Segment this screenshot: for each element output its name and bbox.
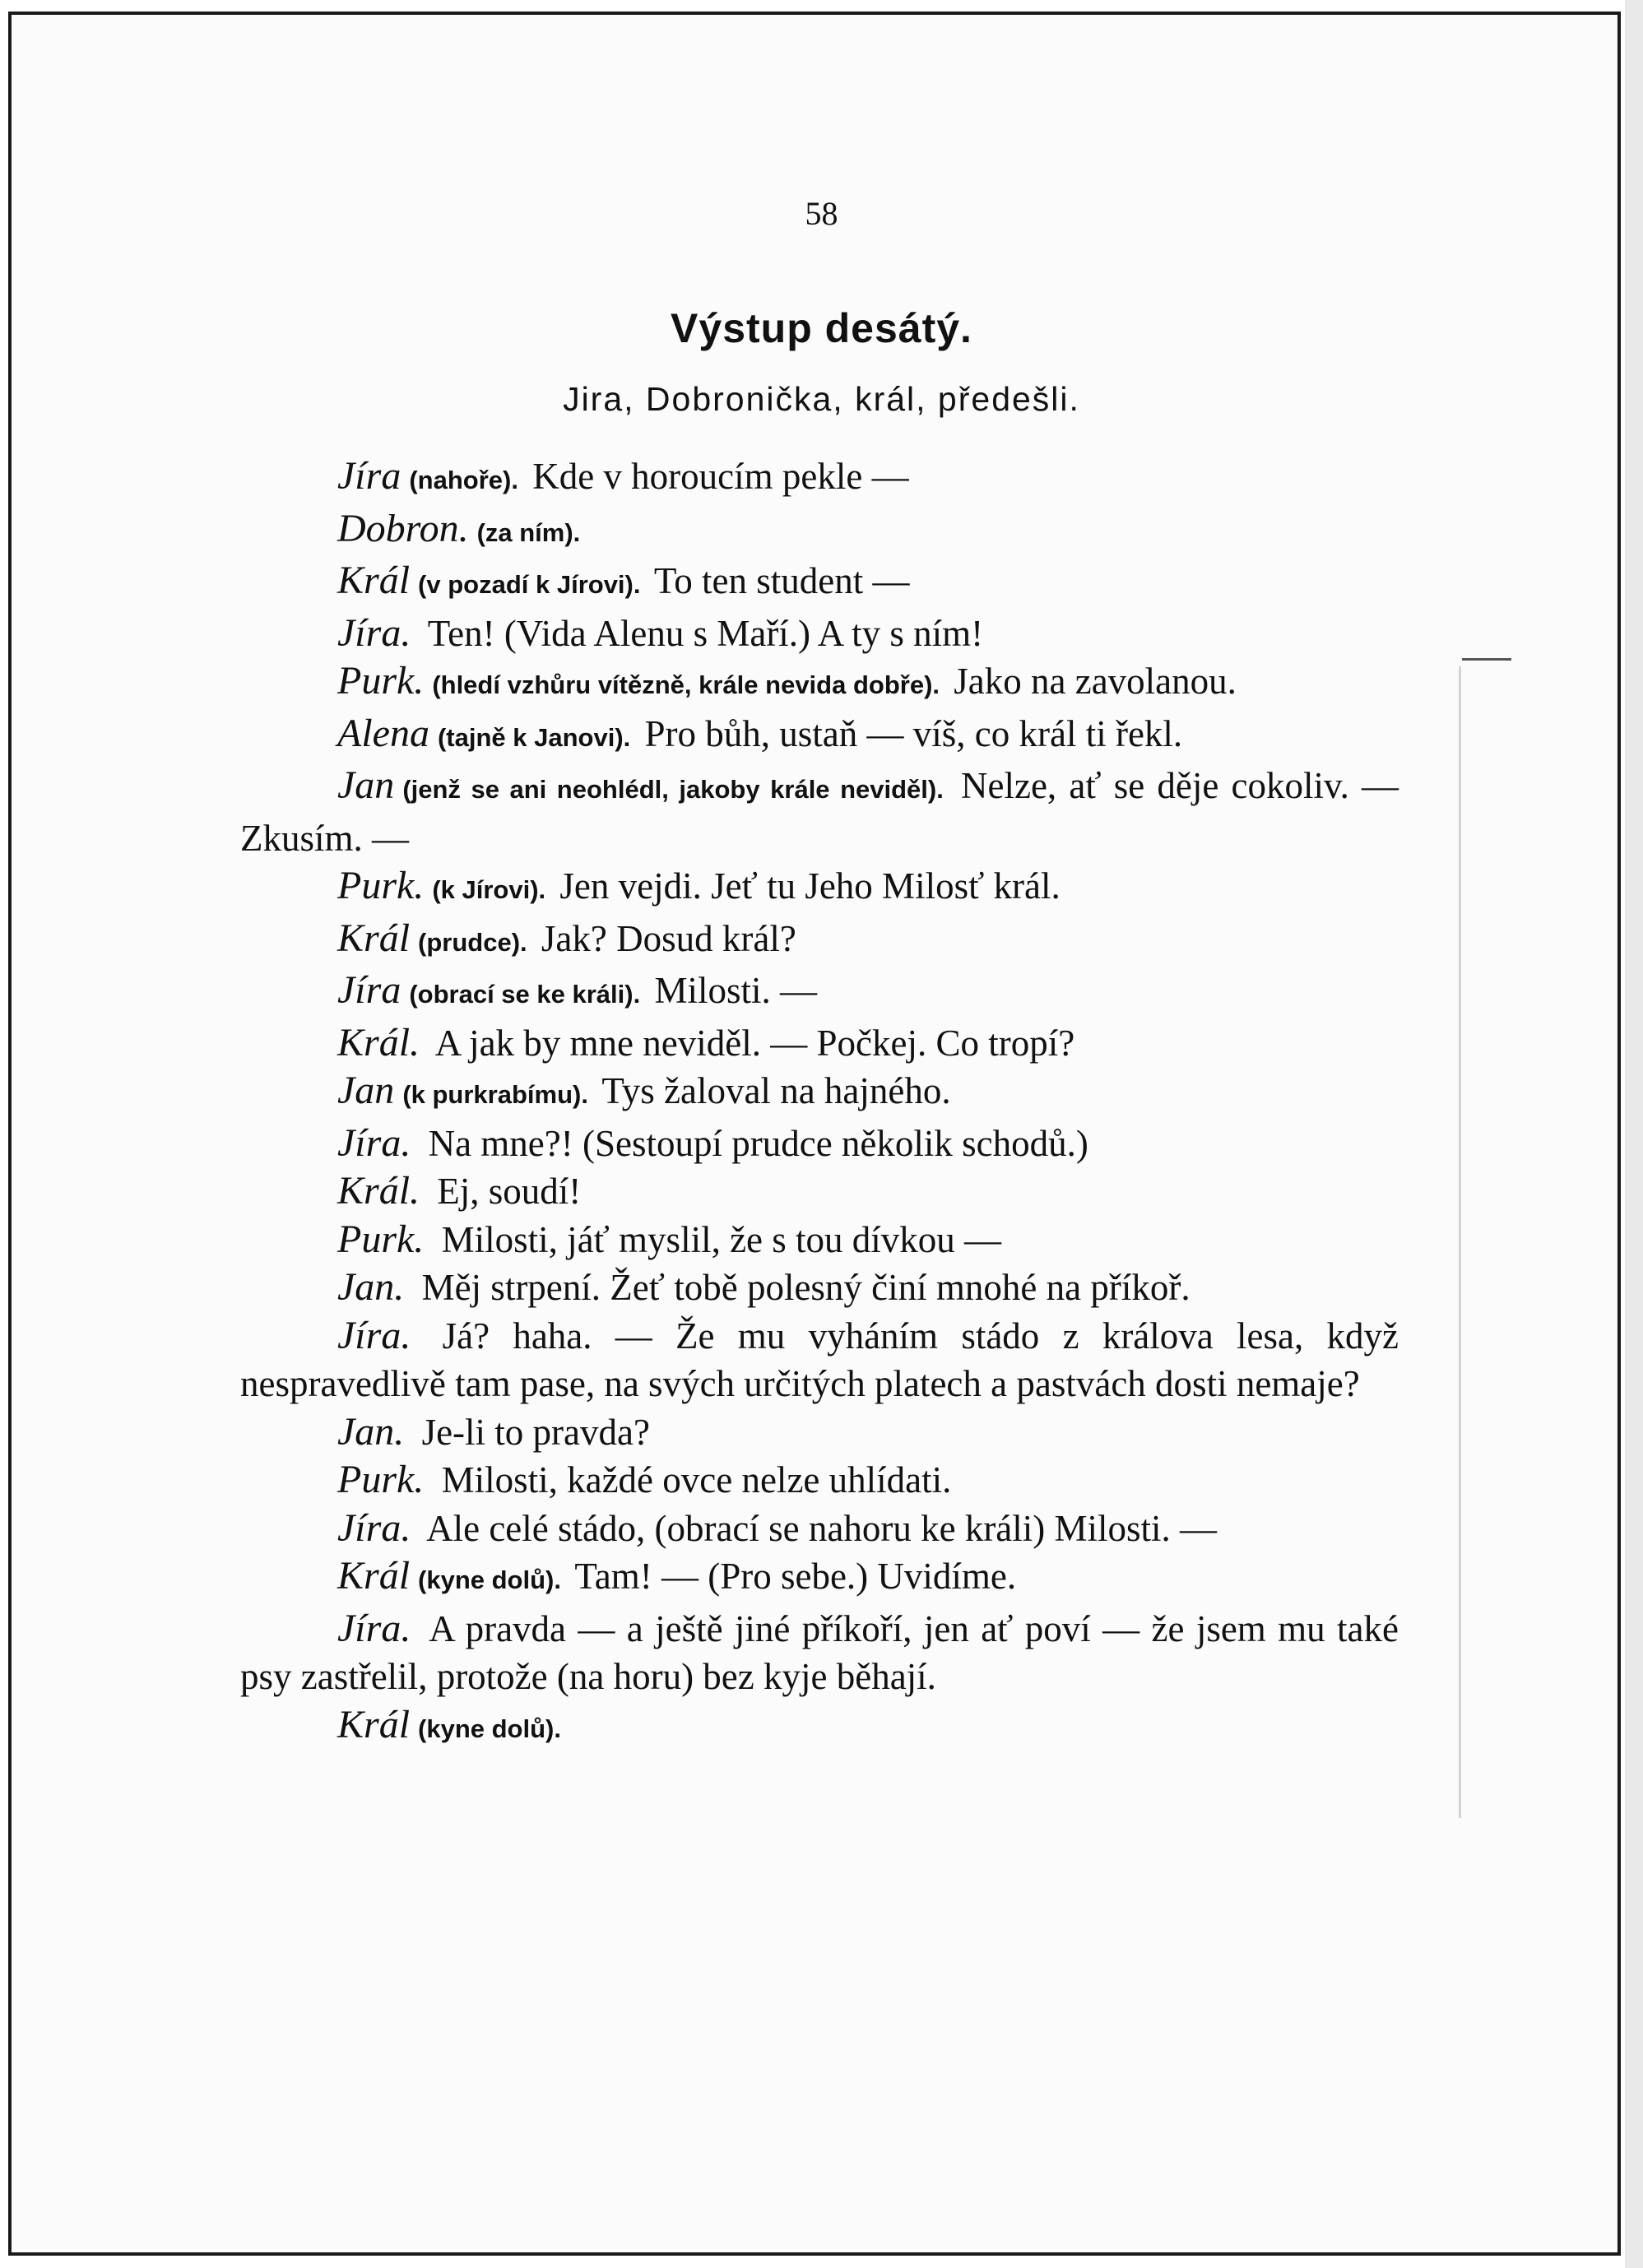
speaker-name: Jíra. bbox=[337, 1606, 411, 1650]
spoken-text: Na mne?! (Sestoupí prudce několik schodů.) bbox=[419, 1122, 1088, 1164]
dialogue-line bbox=[240, 1264, 1399, 1312]
stage-direction: (k purkrabímu). bbox=[402, 1080, 588, 1109]
stage-direction: (k Jírovi). bbox=[432, 875, 546, 904]
stage-direction: (kyne dolů). bbox=[418, 1565, 561, 1594]
stage-direction: (v pozadí k Jírovi). bbox=[418, 570, 641, 599]
speaker-name: Alena bbox=[337, 711, 429, 755]
spoken-text: Tys žaloval na hajného. bbox=[592, 1070, 951, 1111]
speaker-name: Purk. bbox=[337, 1458, 425, 1501]
dialogue-line bbox=[240, 1216, 1399, 1264]
dialogue-line bbox=[240, 762, 1399, 862]
speaker-name: Dobron. bbox=[337, 506, 469, 550]
dialogue-line bbox=[240, 915, 1399, 967]
spoken-text: To ten student — bbox=[645, 560, 910, 601]
speaker-name: Král. bbox=[337, 1020, 420, 1064]
dialogue-line bbox=[240, 1019, 1399, 1068]
spoken-text: A pravda — a ještě jiné příkoří, jen ať poví — že jsem mu také psy zastřelil, protože (na horu) bez kyje běhají. bbox=[240, 1607, 1399, 1697]
spoken-text: Měj strpení. Žeť tobě polesný činí mnohé na příkoř. bbox=[412, 1267, 1190, 1308]
dialogue-line bbox=[240, 1552, 1399, 1605]
stage-direction: (obrací se ke králi). bbox=[409, 980, 641, 1009]
speaker-name: Jíra. bbox=[337, 1120, 411, 1165]
speaker-name: Král bbox=[337, 1554, 411, 1598]
dialogue-line bbox=[240, 1701, 1399, 1754]
spoken-text: Já? haha. — Že mu vyháním stádo z králova lesa, když nespravedlivě tam pase, na svých určitých platech a pastvách dosti nemaje? bbox=[240, 1315, 1399, 1404]
speaker-name: Král bbox=[337, 559, 411, 602]
stage-direction: (za ním). bbox=[476, 517, 581, 547]
dialogue-line bbox=[240, 862, 1399, 915]
speaker-name: Purk. bbox=[337, 864, 425, 907]
spoken-text: Tam! — (Pro sebe.) Uvidíme. bbox=[565, 1556, 1017, 1597]
speaker-name: Jan bbox=[337, 1069, 395, 1112]
spoken-text: Kde v horoucím pekle — bbox=[522, 456, 909, 497]
speaker-name: Jan bbox=[337, 763, 395, 807]
scene-title: Výstup desátý. bbox=[671, 305, 972, 351]
dialogue-line bbox=[240, 1067, 1399, 1120]
spoken-text: Ten! (Vida Alenu s Maří.) A ty s ním! bbox=[419, 612, 984, 654]
stage-direction: (jenž se ani neohlédl, jakoby krále neviděl). bbox=[402, 775, 944, 804]
speaker-name: Jíra. bbox=[337, 610, 411, 655]
spoken-text: Milosti, každé ovce nelze uhlídati. bbox=[432, 1459, 952, 1500]
dialogue-line bbox=[240, 967, 1399, 1019]
spoken-text: Milosti. — bbox=[645, 970, 817, 1011]
dialogue-line bbox=[240, 557, 1399, 610]
dialogue-line bbox=[240, 1605, 1399, 1701]
spoken-text: Je-li to pravda? bbox=[412, 1411, 650, 1453]
dialogue-line bbox=[240, 1120, 1399, 1168]
speaker-name: Jíra bbox=[337, 454, 401, 498]
speaker-name: Purk. bbox=[337, 659, 425, 703]
scene-characters: Jira, Dobronička, král, předešli. bbox=[563, 380, 1080, 418]
speaker-name: Jan. bbox=[337, 1409, 405, 1454]
dialogue-line bbox=[240, 1505, 1399, 1553]
speaker-name: Purk. bbox=[337, 1217, 425, 1261]
speaker-name: Král bbox=[337, 1702, 411, 1746]
stage-direction: (hledí vzhůru vítězně, krále nevida dobře). bbox=[432, 670, 940, 699]
spoken-text: Jak? Dosud král? bbox=[531, 917, 796, 959]
dialogue-line bbox=[240, 1167, 1399, 1216]
margin-shadow bbox=[1459, 666, 1461, 1818]
stage-direction: (prudce). bbox=[418, 927, 527, 957]
spoken-text: Jako na zavolanou. bbox=[944, 661, 1237, 702]
dialogue bbox=[240, 452, 1399, 1753]
stage-direction: (kyne dolů). bbox=[418, 1714, 561, 1743]
spoken-text: Ej, soudí! bbox=[428, 1171, 582, 1212]
page-number: 58 bbox=[805, 195, 838, 232]
dialogue-line bbox=[240, 1456, 1399, 1505]
margin-mark bbox=[1462, 658, 1511, 661]
spoken-text: Milosti, jáť myslil, že s tou dívkou — bbox=[432, 1218, 1002, 1260]
stage-direction: (nahoře). bbox=[409, 466, 518, 494]
dialogue-line bbox=[240, 657, 1399, 710]
spoken-text: Ale celé stádo, (obrací se nahoru ke králi) Milosti. — bbox=[419, 1507, 1218, 1549]
speaker-name: Jíra. bbox=[337, 1505, 411, 1550]
speaker-name: Jíra bbox=[337, 968, 401, 1012]
speaker-name: Jíra. bbox=[337, 1313, 411, 1357]
spoken-text: Jen vejdi. Jeť tu Jeho Milosť král. bbox=[550, 865, 1061, 907]
dialogue-line bbox=[240, 710, 1399, 763]
speaker-name: Král bbox=[337, 916, 411, 960]
dialogue-line bbox=[240, 1408, 1399, 1457]
spoken-text: A jak by mne neviděl. — Počkej. Co tropí? bbox=[428, 1022, 1075, 1064]
dialogue-line bbox=[240, 452, 1399, 505]
spoken-text: Pro bůh, ustaň — víš, co král ti řekl. bbox=[635, 712, 1183, 754]
dialogue-line bbox=[240, 505, 1399, 558]
stage-direction: (tajně k Janovi). bbox=[437, 722, 631, 752]
speaker-name: Jan. bbox=[337, 1265, 405, 1309]
spoken-text: Nelze, ať se děje cokoliv. — Zkusím. — bbox=[240, 765, 1399, 859]
dialogue-line bbox=[240, 610, 1399, 658]
speaker-name: Král. bbox=[337, 1169, 420, 1213]
dialogue-line bbox=[240, 1312, 1399, 1408]
